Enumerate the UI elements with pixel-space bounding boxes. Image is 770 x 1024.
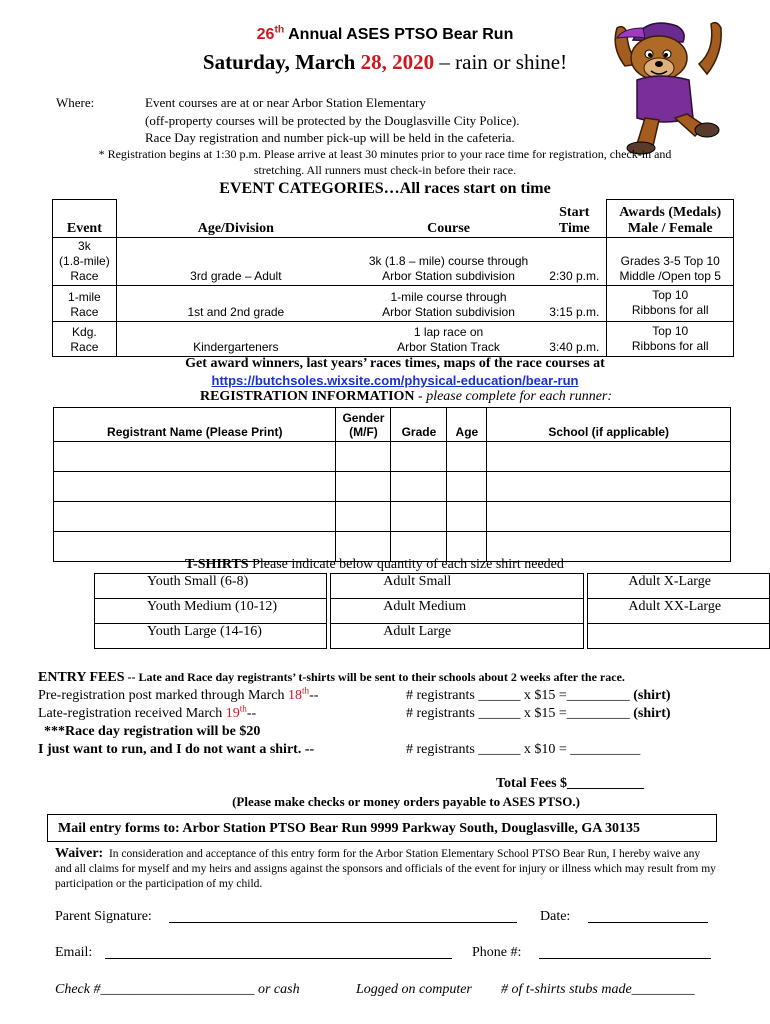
shirt-size-cell[interactable]: Youth Large (14-16) bbox=[95, 624, 327, 649]
course: 3k (1.8 – mile) course through Arbor Station subdivision bbox=[355, 238, 542, 286]
age-cell[interactable] bbox=[447, 502, 487, 532]
bear-mascot-icon bbox=[603, 14, 731, 160]
grade-header: Grade bbox=[391, 408, 447, 442]
registrant-row[interactable] bbox=[54, 472, 731, 502]
course-col-header: Course bbox=[355, 200, 542, 238]
start-time: 3:15 p.m. bbox=[542, 286, 607, 322]
table-row bbox=[53, 322, 734, 357]
fee-calculations: # registrants ______ x $15 =_________ (shirt) # registrants ______ x $15 =_________ (shirt) # registrants ______ x $10 = __________ bbox=[406, 688, 671, 757]
date-label: Date: bbox=[540, 909, 571, 924]
tshirt-size-table bbox=[94, 573, 770, 649]
phone-label: Phone #: bbox=[472, 945, 522, 960]
event-date: Saturday, March 28, 2020 – rain or shine! bbox=[202, 50, 568, 74]
event-name: 3k (1.8-mile) Race bbox=[53, 238, 117, 286]
age-header: Age bbox=[447, 408, 487, 442]
start-time-col-header: Start Time bbox=[542, 200, 607, 238]
gender-cell[interactable] bbox=[336, 502, 391, 532]
check-number-field[interactable]: Check #______________________ or cash bbox=[55, 982, 300, 997]
age-col-header: Age/Division bbox=[116, 200, 355, 238]
date-line[interactable] bbox=[588, 922, 708, 923]
payable-note: (Please make checks or money orders payable to ASES PTSO.) bbox=[232, 794, 580, 809]
shirt-size-cell[interactable]: Adult X-Large bbox=[588, 574, 770, 599]
email-line[interactable] bbox=[105, 958, 452, 959]
course: 1 lap race on Arbor Station Track bbox=[355, 322, 542, 357]
tshirts-heading: T-SHIRTS Please indicate below quantity of each size shirt needed bbox=[185, 557, 564, 572]
school-cell[interactable] bbox=[487, 472, 731, 502]
where-label: Where: bbox=[56, 95, 95, 110]
gender-cell[interactable] bbox=[336, 442, 391, 472]
shirt-size-cell[interactable]: Adult Medium bbox=[331, 599, 584, 624]
table-row bbox=[95, 574, 770, 599]
shirt-size-cell[interactable]: Youth Small (6-8) bbox=[95, 574, 327, 599]
course: 1-mile course through Arbor Station subdivision bbox=[355, 286, 542, 322]
start-time: 3:40 p.m. bbox=[542, 322, 607, 357]
parent-signature-label: Parent Signature: bbox=[55, 909, 152, 924]
event-categories-heading: EVENT CATEGORIES…All races start on time bbox=[219, 180, 551, 197]
registration-note: * Registration begins at 1:30 p.m. Please arrive at least 30 minutes prior to your race time for registration, check-in and stretching. All runners must check-in before their race. bbox=[98, 147, 672, 177]
table-row bbox=[53, 286, 734, 322]
registration-table bbox=[53, 407, 731, 562]
mail-entry-box: Mail entry forms to: Arbor Station PTSO Bear Run 9999 Parkway South, Douglasville, GA 30135 bbox=[47, 814, 717, 842]
awards: Top 10 Ribbons for all bbox=[607, 286, 734, 322]
event-name: Kdg. Race bbox=[53, 322, 117, 357]
gender-header: Gender (M/F) bbox=[336, 408, 391, 442]
grade-cell[interactable] bbox=[391, 472, 447, 502]
registrant-name-header: Registrant Name (Please Print) bbox=[54, 408, 336, 442]
total-fees: Total Fees $___________ bbox=[496, 776, 645, 791]
table-row bbox=[95, 599, 770, 624]
event-title: 26th Annual ASES PTSO Bear Run bbox=[256, 24, 514, 43]
age-division: 3rd grade – Adult bbox=[116, 238, 355, 286]
fee-lines-left: Pre-registration post marked through March 18th-- Late-registration received March 19th-- ***Race day registration will be $20 I just want to run, and I do not want a shirt. -- bbox=[38, 685, 319, 757]
school-cell[interactable] bbox=[487, 502, 731, 532]
event-table bbox=[52, 199, 734, 357]
awards: Grades 3-5 Top 10 Middle /Open top 5 bbox=[607, 238, 734, 286]
registrant-name-cell[interactable] bbox=[54, 442, 336, 472]
age-cell[interactable] bbox=[447, 472, 487, 502]
awards: Top 10 Ribbons for all bbox=[607, 322, 734, 357]
age-cell[interactable] bbox=[447, 442, 487, 472]
shirt-size-cell[interactable]: Adult Small bbox=[331, 574, 584, 599]
gender-cell[interactable] bbox=[336, 472, 391, 502]
waiver-text: Waiver: In consideration and acceptance of this entry form for the Arbor Station Elementary School PTSO Bear Run, I hereby waive any and all claims for myself and my heirs and assigns against the sponsors and officials of the event for injury or illness which may result from my participation or the participation of my child. bbox=[55, 846, 716, 890]
shirt-size-cell[interactable]: Adult XX-Large bbox=[588, 599, 770, 624]
shirt-size-cell[interactable] bbox=[588, 624, 770, 649]
registrant-name-cell[interactable] bbox=[54, 472, 336, 502]
table-row bbox=[53, 238, 734, 286]
award-info-text: Get award winners, last years’ races times, maps of the race courses at bbox=[185, 356, 605, 371]
bear-run-link[interactable]: https://butchsoles.wixsite.com/physical-education/bear-run bbox=[211, 373, 579, 388]
event-name: 1-mile Race bbox=[53, 286, 117, 322]
shirt-size-cell[interactable]: Adult Large bbox=[331, 624, 584, 649]
email-label: Email: bbox=[55, 945, 93, 960]
age-division: 1st and 2nd grade bbox=[116, 286, 355, 322]
school-header: School (if applicable) bbox=[487, 408, 731, 442]
tshirt-stubs-field[interactable]: # of t-shirts stubs made_________ bbox=[501, 982, 695, 997]
start-time: 2:30 p.m. bbox=[542, 238, 607, 286]
awards-col-header: Awards (Medals) Male / Female bbox=[607, 200, 734, 238]
parent-signature-line[interactable] bbox=[169, 922, 517, 923]
entry-fees-heading: ENTRY FEES -- Late and Race day registrants’ t-shirts will be sent to their schools about 2 weeks after the race. bbox=[38, 670, 625, 685]
logged-on-computer-label: Logged on computer bbox=[356, 982, 472, 997]
grade-cell[interactable] bbox=[391, 502, 447, 532]
registrant-row[interactable] bbox=[54, 442, 731, 472]
registrant-row[interactable] bbox=[54, 502, 731, 532]
event-col-header: Event bbox=[53, 200, 117, 238]
registration-info-heading: REGISTRATION INFORMATION - please complete for each runner: bbox=[199, 389, 613, 404]
where-details: Event courses are at or near Arbor Station Elementary (off-property courses will be protected by the Douglasville City Police). Race Day registration and number pick-up will be held in the cafeteria. bbox=[145, 95, 520, 145]
phone-line[interactable] bbox=[539, 958, 711, 959]
shirt-size-cell[interactable]: Youth Medium (10-12) bbox=[95, 599, 327, 624]
school-cell[interactable] bbox=[487, 442, 731, 472]
grade-cell[interactable] bbox=[391, 442, 447, 472]
table-row bbox=[95, 624, 770, 649]
registrant-name-cell[interactable] bbox=[54, 502, 336, 532]
age-division: Kindergarteners bbox=[116, 322, 355, 357]
